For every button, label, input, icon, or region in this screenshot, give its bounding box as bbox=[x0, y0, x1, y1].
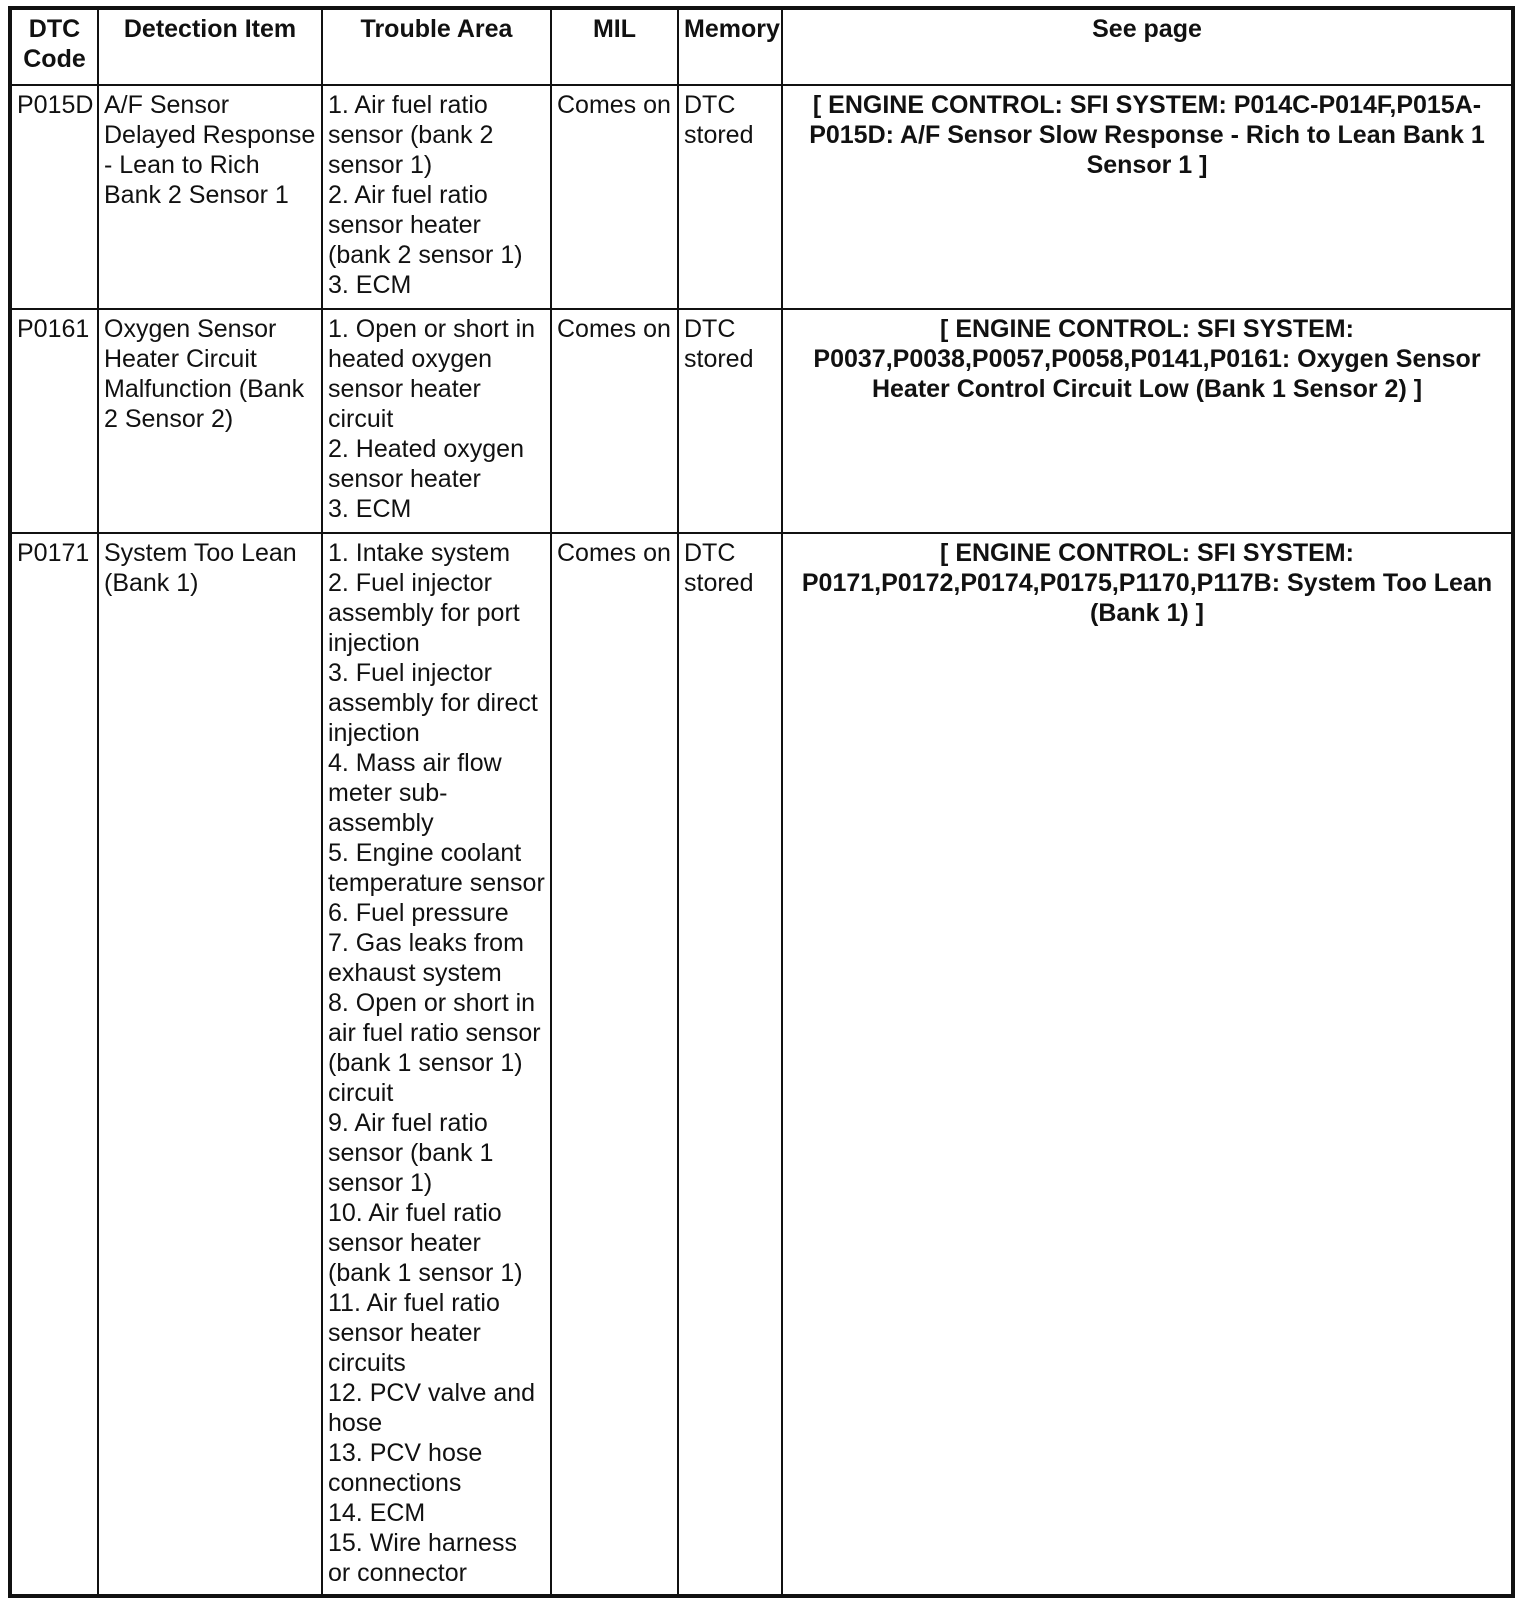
detection-item-cell: A/F Sensor Delayed Response - Lean to Rich Bank 2 Sensor 1 bbox=[98, 85, 322, 309]
header-dtc-code: DTC Code bbox=[10, 8, 98, 85]
mil-cell: Comes on bbox=[551, 309, 678, 533]
header-row bbox=[10, 8, 1513, 85]
trouble-area-cell bbox=[322, 533, 551, 1596]
trouble-area-item: 1. Air fuel ratio sensor (bank 2 sensor 1) bbox=[328, 91, 494, 179]
trouble-area-item: 1. Intake system bbox=[328, 539, 511, 567]
trouble-area-cell bbox=[322, 309, 551, 533]
trouble-area-item: 15. Wire harness or connector bbox=[328, 1529, 517, 1587]
header-memory: Memory bbox=[678, 8, 782, 85]
trouble-area-item: 2. Air fuel ratio sensor heater (bank 2 sensor 1) bbox=[328, 181, 523, 269]
dtc-code-cell: P015D bbox=[10, 85, 98, 309]
header-trouble-area: Trouble Area bbox=[322, 8, 551, 85]
header-see-page: See page bbox=[782, 8, 1513, 85]
trouble-area-item: 5. Engine coolant temperature sensor bbox=[328, 839, 545, 897]
memory-cell: DTC stored bbox=[678, 309, 782, 533]
memory-cell: DTC stored bbox=[678, 85, 782, 309]
trouble-area-item: 12. PCV valve and hose bbox=[328, 1379, 536, 1437]
header-detection-item: Detection Item bbox=[98, 8, 322, 85]
trouble-area-item: 10. Air fuel ratio sensor heater (bank 1 sensor 1) bbox=[328, 1199, 523, 1287]
see-page-link[interactable]: [ ENGINE CONTROL: SFI SYSTEM: P0171,P0172,P0174,P0175,P1170,P117B: System Too Lean (Bank 1) ] bbox=[782, 533, 1513, 1596]
dtc-code-cell: P0161 bbox=[10, 309, 98, 533]
trouble-area-item: 9. Air fuel ratio sensor (bank 1 sensor 1) bbox=[328, 1109, 494, 1197]
header-mil: MIL bbox=[551, 8, 678, 85]
mil-cell: Comes on bbox=[551, 85, 678, 309]
trouble-area-item: 4. Mass air flow meter sub-assembly bbox=[328, 749, 502, 837]
dtc-code-cell: P0171 bbox=[10, 533, 98, 1596]
memory-cell: DTC stored bbox=[678, 533, 782, 1596]
table-row bbox=[10, 533, 1513, 1596]
trouble-area-item: 14. ECM bbox=[328, 1499, 426, 1527]
trouble-area-item: 3. ECM bbox=[328, 271, 412, 299]
mil-cell: Comes on bbox=[551, 533, 678, 1596]
dtc-table bbox=[8, 6, 1515, 1598]
trouble-area-item: 11. Air fuel ratio sensor heater circuits bbox=[328, 1289, 500, 1377]
trouble-area-item: 2. Heated oxygen sensor heater bbox=[328, 435, 524, 493]
trouble-area-item: 6. Fuel pressure bbox=[328, 899, 509, 927]
trouble-area-item: 7. Gas leaks from exhaust system bbox=[328, 929, 524, 987]
table-row bbox=[10, 309, 1513, 533]
trouble-area-item: 13. PCV hose connections bbox=[328, 1439, 483, 1497]
trouble-area-item: 1. Open or short in heated oxygen sensor heater circuit bbox=[328, 315, 536, 433]
see-page-link[interactable]: [ ENGINE CONTROL: SFI SYSTEM: P0037,P0038,P0057,P0058,P0141,P0161: Oxygen Sensor Heater Control Circuit Low (Bank 1 Sensor 2) ] bbox=[782, 309, 1513, 533]
trouble-area-item: 8. Open or short in air fuel ratio sensor (bank 1 sensor 1) circuit bbox=[328, 989, 541, 1107]
table-row bbox=[10, 85, 1513, 309]
trouble-area-item: 3. Fuel injector assembly for direct injection bbox=[328, 659, 538, 747]
see-page-link[interactable]: [ ENGINE CONTROL: SFI SYSTEM: P014C-P014F,P015A-P015D: A/F Sensor Slow Response - Rich to Lean Bank 1 Sensor 1 ] bbox=[782, 85, 1513, 309]
trouble-area-item: 3. ECM bbox=[328, 495, 412, 523]
detection-item-cell: System Too Lean (Bank 1) bbox=[98, 533, 322, 1596]
trouble-area-item: 2. Fuel injector assembly for port injection bbox=[328, 569, 520, 657]
trouble-area-cell bbox=[322, 85, 551, 309]
detection-item-cell: Oxygen Sensor Heater Circuit Malfunction (Bank 2 Sensor 2) bbox=[98, 309, 322, 533]
